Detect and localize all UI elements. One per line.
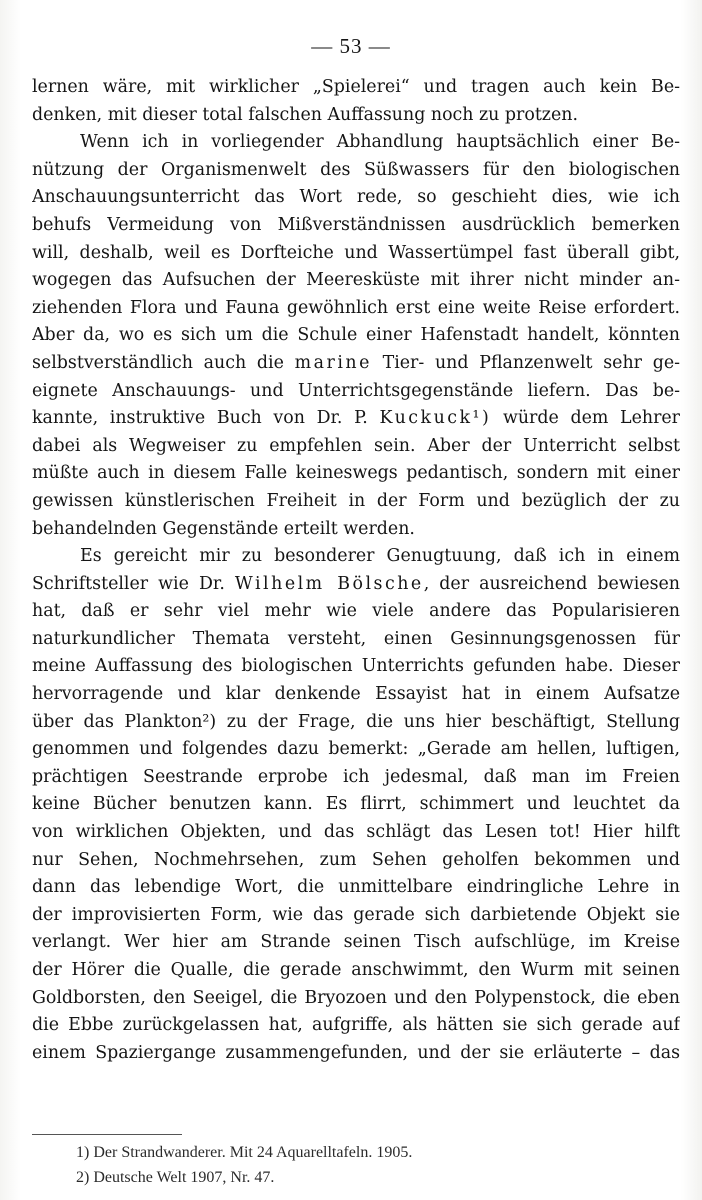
text-line: will, deshalb, weil es Dorfteiche und Wassertümpel fast überall gibt, — [32, 242, 680, 263]
text-line: Aber da, wo es sich um die Schule einer Hafenstadt handelt, könnten — [32, 325, 680, 346]
text-line: meine Auffassung des biologischen Unterrichts gefunden habe. Dieser — [32, 656, 680, 677]
text-line: lernen wäre, mit wirklicher „Spielerei“ und tragen auch kein Be- — [32, 77, 680, 97]
text-line: denken, mit dieser total falschen Auffassung noch zu protzen. — [32, 104, 578, 125]
text-line: der Hörer die Qualle, die gerade anschwimmt, den Wurm mit seinen — [32, 960, 680, 980]
text-line: Es gereicht mir zu besonderer Genugtuung, daß ich in einem — [80, 546, 680, 567]
text-line: hat, daß er sehr viel mehr wie viele andere das Popularisieren — [32, 601, 680, 622]
text-line: Wenn ich in vorliegender Abhandlung hauptsächlich einer Be- — [80, 132, 680, 153]
emphasized-name: Wilhelm Bölsche — [234, 573, 424, 594]
emphasized-name: Kuckuck¹) — [379, 408, 492, 429]
text-line: behufs Vermeidung von Mißverständnissen ausdrücklich bemerken — [32, 214, 680, 235]
text-line: nützung der Organismenwelt des Süßwassers für den biologischen — [32, 159, 680, 180]
text-line: wogegen das Aufsuchen der Meeresküste mit ihrer nicht minder an- — [32, 270, 680, 291]
text-line: dann das lebendige Wort, die unmittelbare eindringliche Lehre in — [32, 877, 680, 898]
text-line: genommen und folgendes dazu bemerkt: „Gerade am hellen, luftigen, — [32, 739, 680, 760]
text-line: dabei als Wegweiser zu empfehlen sein. Aber der Unterricht selbst — [32, 435, 680, 456]
text-line: eignete Anschauungs- und Unterrichtsgegenstände liefern. Das be- — [32, 380, 680, 401]
text-line — [32, 350, 680, 378]
text-line: keine Bücher benutzen kann. Es flirrt, schimmert und leuchtet da — [32, 794, 680, 815]
text-line: gewissen künstlerischen Freiheit in der Form und bezüglich der zu — [32, 490, 680, 511]
text-line: prächtigen Seestrande erprobe ich jedesmal, daß man im Freien — [32, 766, 680, 787]
text-segment: selbstverständlich auch die — [32, 352, 295, 373]
text-line: müßte auch in diesem Falle keineswegs pedantisch, sondern mit einer — [32, 463, 680, 484]
text-line: hervorragende und klar denkende Essayist hat in einem Aufsatze — [32, 684, 680, 705]
footnotes — [76, 1140, 676, 1190]
text-line: naturkundlicher Themata versteht, einen Gesinnungsgenossen für — [32, 628, 680, 649]
text-line: einem Spaziergange zusammengefunden, und der sie erläuterte – das — [32, 1042, 680, 1063]
text-segment: kannte, instruktive Buch von Dr. P. — [32, 408, 380, 429]
text-line: verlangt. Wer hier am Strande seinen Tisch aufschlüge, im Kreise — [32, 932, 680, 953]
footnote-1: 1) Der Strandwanderer. Mit 24 Aquarelltafeln. 1905. — [76, 1144, 413, 1161]
footnote-divider — [32, 1134, 182, 1135]
text-segment: Schriftsteller wie Dr. — [32, 573, 235, 594]
text-segment: , der ausreichend bewiesen — [423, 573, 680, 594]
text-line: nur Sehen, Nochmehrsehen, zum Sehen geholfen bekommen und — [32, 849, 680, 870]
text-line: der improvisierten Form, wie das gerade sich darbietende Objekt sie — [32, 904, 680, 925]
text-line: die Ebbe zurückgelassen hat, aufgriffe, als hätten sie sich gerade auf — [32, 1015, 680, 1036]
footnote-2: 2) Deutsche Welt 1907, Nr. 47. — [76, 1169, 275, 1186]
text-segment: würde dem Lehrer — [491, 408, 680, 429]
text-line — [32, 571, 680, 599]
page-number: — 53 — — [311, 34, 391, 58]
text-line — [32, 405, 680, 433]
text-line: Anschauungsunterricht das Wort rede, so geschieht dies, wie ich — [32, 187, 680, 208]
text-line: von wirklichen Objekten, und das schlägt das Lesen tot! Hier hilft — [32, 822, 680, 843]
text-line: über das Plankton²) zu der Frage, die uns hier beschäftigt, Stellung — [32, 711, 680, 732]
emphasized-name: marine — [294, 352, 372, 373]
text-line: behandelnden Gegenstände erteilt werden. — [32, 518, 415, 539]
text-segment: Tier- und Pflanzenwelt sehr ge- — [371, 352, 680, 373]
body-text — [32, 74, 680, 1067]
text-line: ziehenden Flora und Fauna gewöhnlich erst eine weite Reise erfordert. — [32, 297, 680, 318]
text-line: Goldborsten, den Seeigel, die Bryozoen und den Polypenstock, die eben — [32, 987, 680, 1008]
